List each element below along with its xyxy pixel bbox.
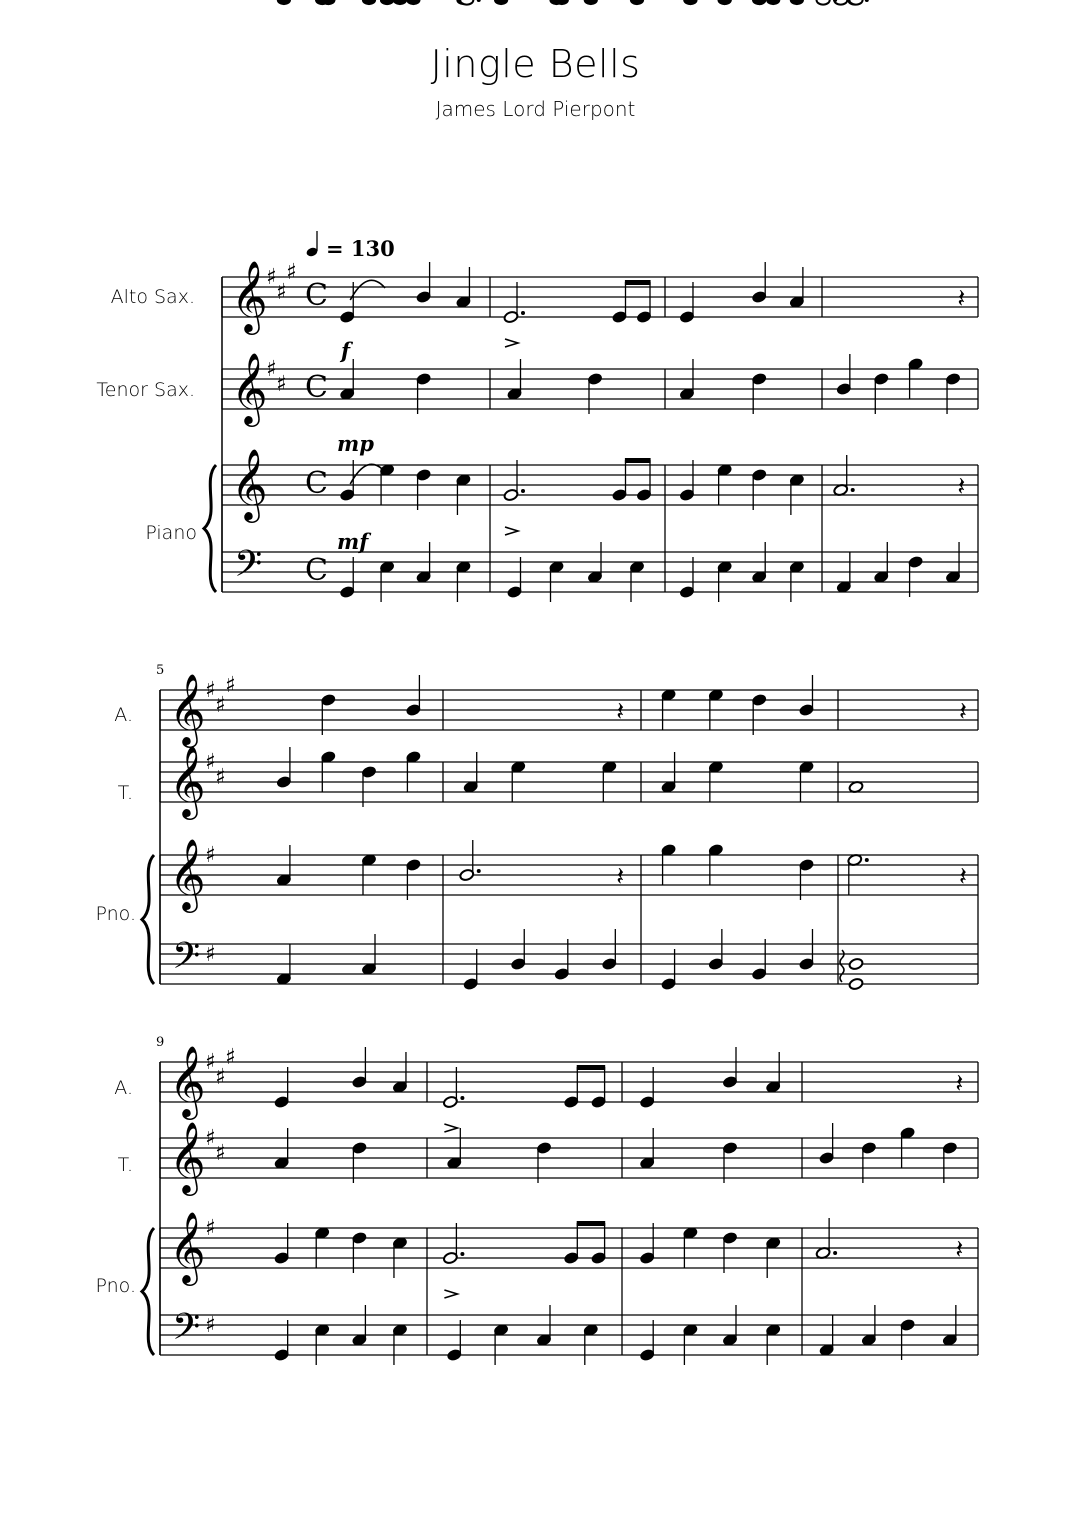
note [406,858,422,900]
notehead [584,0,597,5]
note [908,357,924,399]
note [789,473,805,515]
note [507,557,523,599]
note [751,693,767,735]
note [274,1128,290,1170]
note [503,282,525,347]
measure-number: 9 [156,1035,165,1050]
notehead [630,0,643,5]
treble-clef-icon: 𝄞 [231,351,268,424]
note [799,858,815,900]
staff-alto [160,1044,978,1120]
dynamic-marking: mp [337,431,374,456]
note [392,1323,408,1365]
note [536,1305,552,1347]
beam [625,280,651,285]
note [751,468,767,510]
note [352,1047,368,1089]
note [722,1141,738,1183]
notehead [393,0,406,5]
note [679,460,695,502]
staff-label: Pno. [95,1275,136,1297]
measure-8-alto [848,0,967,727]
staff-pianoR [160,1210,978,1286]
measure-6-pianoR [459,840,624,892]
note [274,1067,290,1109]
dot [851,488,855,492]
note [789,560,805,602]
measure-11-alto [639,0,781,1109]
common-time-icon: C [305,553,328,588]
measure-2-tenor [507,0,644,414]
note [900,1318,916,1360]
common-time-icon: C [305,370,328,405]
notehead [460,0,473,5]
quarter-rest-icon: 𝄽 [957,284,966,314]
staff-pianoL [222,543,978,594]
dot [521,311,525,315]
note [274,1320,290,1362]
piano-brace [142,855,154,984]
note [848,977,864,990]
note [799,760,815,802]
note [587,372,603,414]
note [406,675,422,717]
quarter-rest-icon: 𝄽 [957,472,966,502]
note [443,1067,465,1132]
note [416,262,432,304]
note [361,934,377,976]
note [908,555,924,597]
system-1 [96,0,978,602]
note [861,1305,877,1347]
note [639,1223,655,1265]
measure-2-alto [503,280,652,347]
dot [477,0,481,2]
note [751,262,767,304]
dot [521,489,525,493]
note [602,929,618,971]
note [639,1128,655,1170]
note [722,1305,738,1347]
note [379,463,395,505]
note [661,949,677,991]
note [815,1218,837,1260]
measure-number: 5 [156,663,165,678]
note [661,752,677,794]
note [722,1047,738,1089]
treble-clef-icon: 𝄞 [169,744,206,817]
dot [460,1252,464,1256]
note [639,1320,655,1362]
treble-clef-icon: 𝄞 [169,837,206,910]
measure-12-pianoL [819,1305,958,1360]
composer-name: James Lord Pierpont [435,97,636,121]
note [639,1067,655,1109]
arpeggio-icon [840,950,844,982]
note [945,372,961,414]
note [503,460,525,535]
note [416,372,432,414]
quarter-rest-icon: 𝄽 [955,1069,964,1099]
quarter-rest-icon: 𝄽 [955,1235,964,1265]
quarter-rest-icon: 𝄽 [959,862,967,892]
measure-1-pianoR [339,460,471,515]
note [683,1226,699,1268]
measure-9-pianoR [274,1223,408,1278]
note [276,845,292,887]
note [602,760,618,802]
note [955,1069,963,1099]
measure-4-alto [834,0,965,314]
score-title: Jingle Bells [430,42,641,86]
note [352,1141,368,1183]
measure-11-pianoR [639,1223,781,1278]
notehead [848,957,864,970]
notehead [362,0,375,5]
note [718,0,731,5]
note [393,0,406,5]
sharp-icon: ♯ [225,673,236,698]
note [679,359,695,401]
note [765,1236,781,1278]
measure-7-pianoL [661,929,814,991]
staff-label: Alto Sax. [110,286,195,308]
measure-2-pianoR [503,458,652,535]
note [314,1323,330,1365]
beam [625,458,651,463]
note [959,697,967,727]
staff-label: A. [114,1077,133,1099]
dot [460,1096,464,1100]
measure-4-tenor [836,354,961,414]
measure-4-pianoL [836,542,961,597]
note [874,542,890,584]
note [447,1128,463,1170]
note [790,0,803,5]
note [751,372,767,414]
notehead [718,0,731,5]
sharp-icon: ♯ [215,693,226,718]
dot [865,0,869,2]
sharp-icon: ♯ [205,1313,216,1338]
dot [833,1251,837,1255]
notehead [753,0,766,5]
staff-label: A. [114,704,133,726]
sharp-icon: ♯ [266,357,277,382]
treble-clef-icon: 𝄞 [169,672,206,745]
note [616,862,624,892]
treble-clef-icon: 𝄞 [169,1120,206,1193]
note [495,0,508,5]
note [836,354,852,396]
note [460,0,481,5]
notehead [767,0,780,5]
note [849,0,862,5]
sharp-icon: ♯ [276,280,287,305]
notehead [848,977,864,990]
note [443,1223,465,1298]
note [679,282,695,324]
note [708,688,724,730]
note [630,0,643,5]
note [339,557,355,599]
note [392,1236,408,1278]
note [708,843,724,885]
measure-5-alto [277,0,421,735]
bass-clef-icon: 𝄢 [234,543,263,594]
note [554,939,570,981]
note [819,1123,835,1165]
note [874,372,890,414]
note [683,1323,699,1365]
accent-mark [444,1290,457,1298]
note [789,267,805,309]
sharp-icon: ♯ [286,260,297,285]
sharp-icon: ♯ [205,678,216,703]
note [629,560,645,602]
staff-pianoL [160,1306,978,1357]
notehead [495,0,508,5]
measure-7-alto [661,675,814,735]
sharp-icon: ♯ [215,765,226,790]
note [959,862,967,892]
staff-label: T. [117,782,133,804]
tempo-text: = 130 [326,236,395,261]
note [942,1305,958,1347]
note [955,1235,963,1265]
notehead [817,0,830,5]
note [510,760,526,802]
measure-3-alto [679,0,804,324]
sharp-icon: ♯ [215,1141,226,1166]
note [900,1126,916,1168]
note [584,0,597,5]
note [361,853,377,895]
note [536,1141,552,1183]
note [708,760,724,802]
note [661,843,677,885]
quarter-rest-icon: 𝄽 [616,697,625,727]
sharp-icon: ♯ [205,1126,216,1151]
treble-clef-icon: 𝄞 [231,447,268,520]
note [819,1315,835,1357]
measure-7-tenor [661,0,814,802]
note [456,267,472,309]
sharp-icon: ♯ [205,1216,216,1241]
staff-alto [160,672,978,748]
note [416,468,432,510]
note [945,542,961,584]
note [799,929,815,971]
beam [577,1221,606,1226]
staff-alto [222,259,978,335]
staff-label: Piano [145,522,197,544]
note [352,1305,368,1347]
bass-clef-icon: 𝄢 [172,935,201,986]
note [753,0,766,5]
note [708,929,724,971]
note [362,0,375,5]
note [765,1323,781,1365]
dot [477,869,481,873]
common-time-icon: C [305,466,328,501]
note [379,560,395,602]
notehead [277,0,290,5]
staff-label: Tenor Sax. [96,379,195,401]
note [447,1320,463,1362]
dynamic-marking: f [341,338,351,363]
note [833,455,855,497]
measure-9-alto [274,0,408,1109]
notehead [849,0,862,5]
note [339,282,355,324]
note [276,747,292,789]
sharp-icon: ♯ [205,843,216,868]
notehead [380,0,393,5]
tempo-marking [305,231,394,261]
note [722,1231,738,1273]
notehead [684,0,697,5]
note [407,0,420,5]
note [679,557,695,599]
common-time-icon: C [305,278,328,313]
note [339,359,355,401]
dynamic-marking: mf [337,529,369,554]
sharp-icon: ♯ [266,265,277,290]
measure-6-alto [460,0,624,727]
note [361,765,377,807]
note [352,1231,368,1273]
note [765,1052,781,1094]
dot [865,858,869,862]
quarter-rest-icon: 𝄽 [959,697,967,727]
note [510,929,526,971]
staff-tenor [222,351,978,427]
sharp-icon: ♯ [205,750,216,775]
note [848,957,864,970]
measure-1-alto [339,0,471,324]
bass-clef-icon: 𝄢 [172,1306,201,1357]
note [463,949,479,991]
note [717,463,733,505]
measure-12-tenor [819,1123,958,1183]
measure-1-tenor [339,0,470,414]
note [957,472,965,502]
note [493,1323,509,1365]
note [276,944,292,986]
note [957,284,965,314]
sharp-icon: ♯ [276,372,287,397]
accent-mark [444,1124,457,1132]
note [767,0,780,5]
measure-3-pianoR [679,460,804,515]
sharp-icon: ♯ [215,1065,226,1090]
staff-label: T. [117,1154,133,1176]
accent-mark [505,527,518,535]
note [751,939,767,981]
treble-clef-icon: 𝄞 [169,1044,206,1117]
note [661,688,677,730]
note [392,1052,408,1094]
treble-clef-icon: 𝄞 [169,1210,206,1283]
note [456,560,472,602]
note [416,542,432,584]
note [717,560,733,602]
beam [577,1065,606,1070]
treble-clef-icon: 𝄞 [231,259,268,332]
note [587,542,603,584]
staff-pianoR [160,837,978,913]
note [277,0,290,5]
note [861,1141,877,1183]
staff-pianoR [222,447,978,523]
note [549,560,565,602]
note [942,1141,958,1183]
measure-6-tenor [463,0,617,802]
sharp-icon: ♯ [205,1050,216,1075]
note [406,750,422,792]
note [583,1323,599,1365]
piano-brace [142,1228,154,1355]
note [507,359,523,401]
measure-6-pianoL [463,929,617,991]
note [321,693,337,735]
note [274,1223,290,1265]
measure-10-alto [443,1065,607,1132]
measure-8-pianoR [847,853,967,895]
note [616,697,624,727]
note [380,0,393,5]
piano-brace [204,465,216,592]
measure-3-tenor [679,0,803,414]
note [847,853,869,895]
notehead [790,0,803,5]
note [314,1226,330,1268]
sharp-icon: ♯ [205,942,216,967]
measure-10-pianoR [443,1221,607,1298]
note [751,542,767,584]
notehead [407,0,420,5]
note [456,473,472,515]
quarter-rest-icon: 𝄽 [616,862,625,892]
note [463,752,479,794]
sharp-icon: ♯ [225,1045,236,1070]
slur [350,464,385,484]
note [836,552,852,594]
note [799,675,815,717]
note [321,750,337,792]
staff-label: Pno. [95,903,136,925]
measure-5-tenor [276,747,421,807]
accent-mark [505,339,518,347]
note [684,0,697,5]
measure-7-pianoR [661,0,814,900]
